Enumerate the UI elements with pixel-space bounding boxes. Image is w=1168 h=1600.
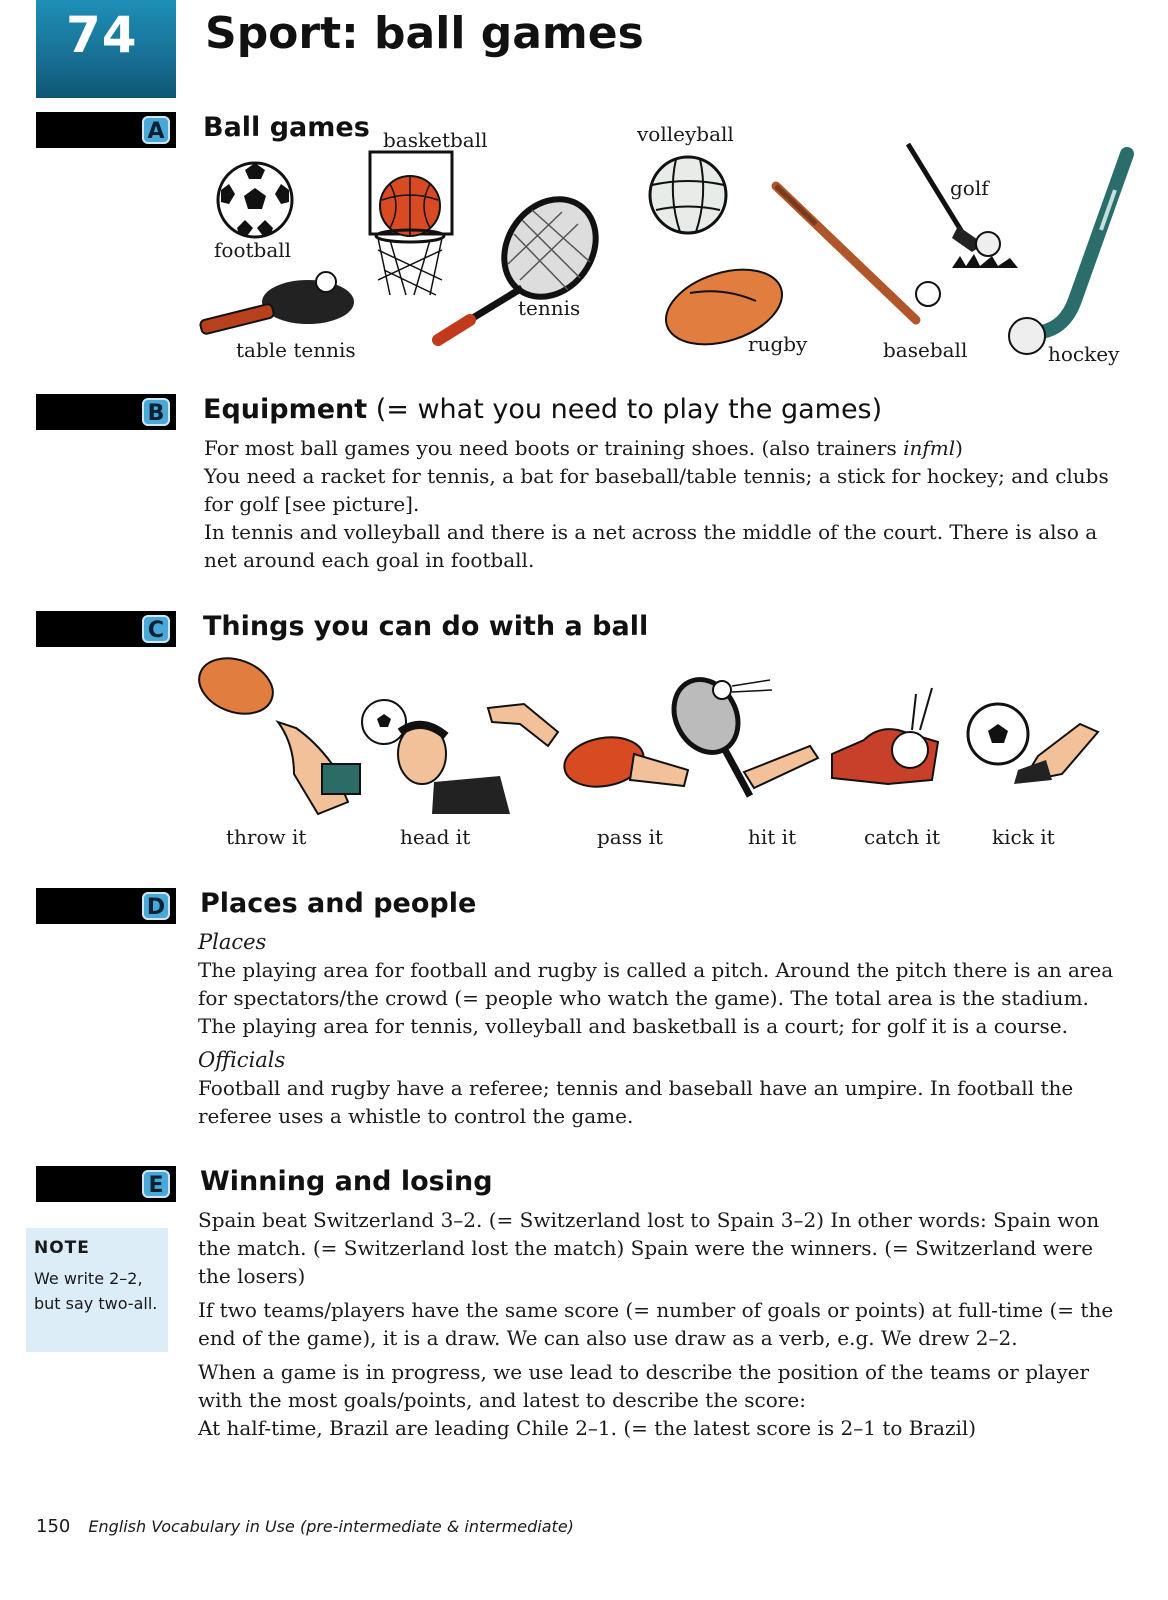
officials-text: Football and rugby have a referee; tennis and baseball have an umpire. In football the referee uses a whistle to control the game. xyxy=(198,1076,1074,1128)
section-a-letter: A xyxy=(142,116,170,144)
section-e-bar xyxy=(36,1166,176,1202)
section-b-paragraph-2: You need a racket for tennis, a bat for baseball/table tennis; a stick for hockey; and clubs for golf [see picture]. xyxy=(204,464,1109,516)
kick-illustration xyxy=(966,700,1106,800)
action-kick: kick it xyxy=(992,825,1055,849)
p1-infml: infml xyxy=(903,436,956,460)
tennis-racket-illustration xyxy=(430,200,610,350)
unit-title: Sport: ball games xyxy=(205,8,644,59)
section-e-text xyxy=(198,1206,1118,1442)
section-b-heading xyxy=(203,394,882,425)
section-e-paragraph-1: Spain beat Switzerland 3–2. (= Switzerland lost to Spain 3–2) In other words: Spain won the match. (= Switzerland lost the match) Spain were the winners. (= Switzerland were the losers) xyxy=(198,1208,1100,1288)
throw-illustration xyxy=(198,652,368,824)
note-title: NOTE xyxy=(34,1238,90,1258)
catch-illustration xyxy=(828,686,948,786)
note-text: We write 2–2, but say two-all. xyxy=(34,1269,158,1313)
hockey-stick-illustration xyxy=(1005,150,1135,360)
action-pass: pass it xyxy=(597,825,664,849)
section-e-paragraph-3: When a game is in progress, we use lead to describe the position of the teams or player with the most goals/points, and latest to describe the score: xyxy=(198,1360,1090,1412)
section-b-letter: B xyxy=(142,398,170,426)
section-b-bar xyxy=(36,394,176,430)
action-head: head it xyxy=(400,825,471,849)
section-b-paragraph-1 xyxy=(204,434,1124,462)
label-baseball: baseball xyxy=(883,338,968,362)
p1-part-a: For most ball games you need boots or training shoes. (also trainers xyxy=(204,436,904,460)
label-tennis: tennis xyxy=(518,296,581,320)
page-number: 150 xyxy=(36,1516,71,1537)
table-tennis-illustration xyxy=(200,268,360,340)
unit-number-box xyxy=(36,0,176,98)
label-football: football xyxy=(214,238,292,262)
p1-part-c: ) xyxy=(955,436,963,460)
action-catch: catch it xyxy=(864,825,941,849)
officials-label: Officials xyxy=(198,1048,286,1072)
section-e-letter: E xyxy=(142,1170,170,1198)
section-e-paragraph-2: If two teams/players have the same score (= number of goals or points) at full-time (= the end of the game), it is a draw. We can also use draw as a verb, e.g. We drew 2–2. xyxy=(198,1298,1114,1350)
section-a-heading: Ball games xyxy=(203,112,370,143)
baseball-bat-illustration xyxy=(770,180,950,330)
section-c-bar xyxy=(36,611,176,647)
unit-number: 74 xyxy=(66,6,138,64)
label-basketball: basketball xyxy=(383,128,488,152)
section-b-paragraph-3: In tennis and volleyball and there is a net across the middle of the court. There is also a net around each goal in football. xyxy=(204,520,1098,572)
action-hit: hit it xyxy=(748,825,797,849)
section-b-text xyxy=(204,434,1124,574)
places-label: Places xyxy=(198,930,267,954)
section-e-heading: Winning and losing xyxy=(200,1166,493,1197)
page-footer xyxy=(36,1516,574,1537)
section-b-heading-main: Equipment xyxy=(203,394,368,425)
football-illustration xyxy=(215,160,295,240)
section-a-bar xyxy=(36,112,176,148)
section-d-letter: D xyxy=(142,892,170,920)
section-c-heading: Things you can do with a ball xyxy=(203,611,649,642)
section-d-text xyxy=(198,928,1118,1130)
places-text: The playing area for football and rugby is called a pitch. Around the pitch there is an area for spectators/the crowd (= people who watch the game). The total area is the stadium. The playing area for tennis, volleyball and basketball is a court; for golf it is a course. xyxy=(198,958,1114,1038)
hit-illustration xyxy=(660,676,820,802)
label-volleyball: volleyball xyxy=(637,122,734,146)
section-c-letter: C xyxy=(142,615,170,643)
volleyball-illustration xyxy=(646,155,730,235)
section-b-heading-sub: (= what you need to play the games) xyxy=(367,394,883,425)
label-table-tennis: table tennis xyxy=(236,338,356,362)
action-throw: throw it xyxy=(226,825,307,849)
section-d-heading: Places and people xyxy=(200,888,477,919)
note-box xyxy=(26,1228,168,1352)
label-rugby: rugby xyxy=(748,332,808,356)
book-title: English Vocabulary in Use (pre-intermediate & intermediate) xyxy=(88,1517,574,1536)
label-golf: golf xyxy=(950,176,989,200)
label-hockey: hockey xyxy=(1048,342,1120,366)
section-e-paragraph-4: At half-time, Brazil are leading Chile 2–1. (= the latest score is 2–1 to Brazil) xyxy=(198,1416,977,1440)
section-d-bar xyxy=(36,888,176,924)
